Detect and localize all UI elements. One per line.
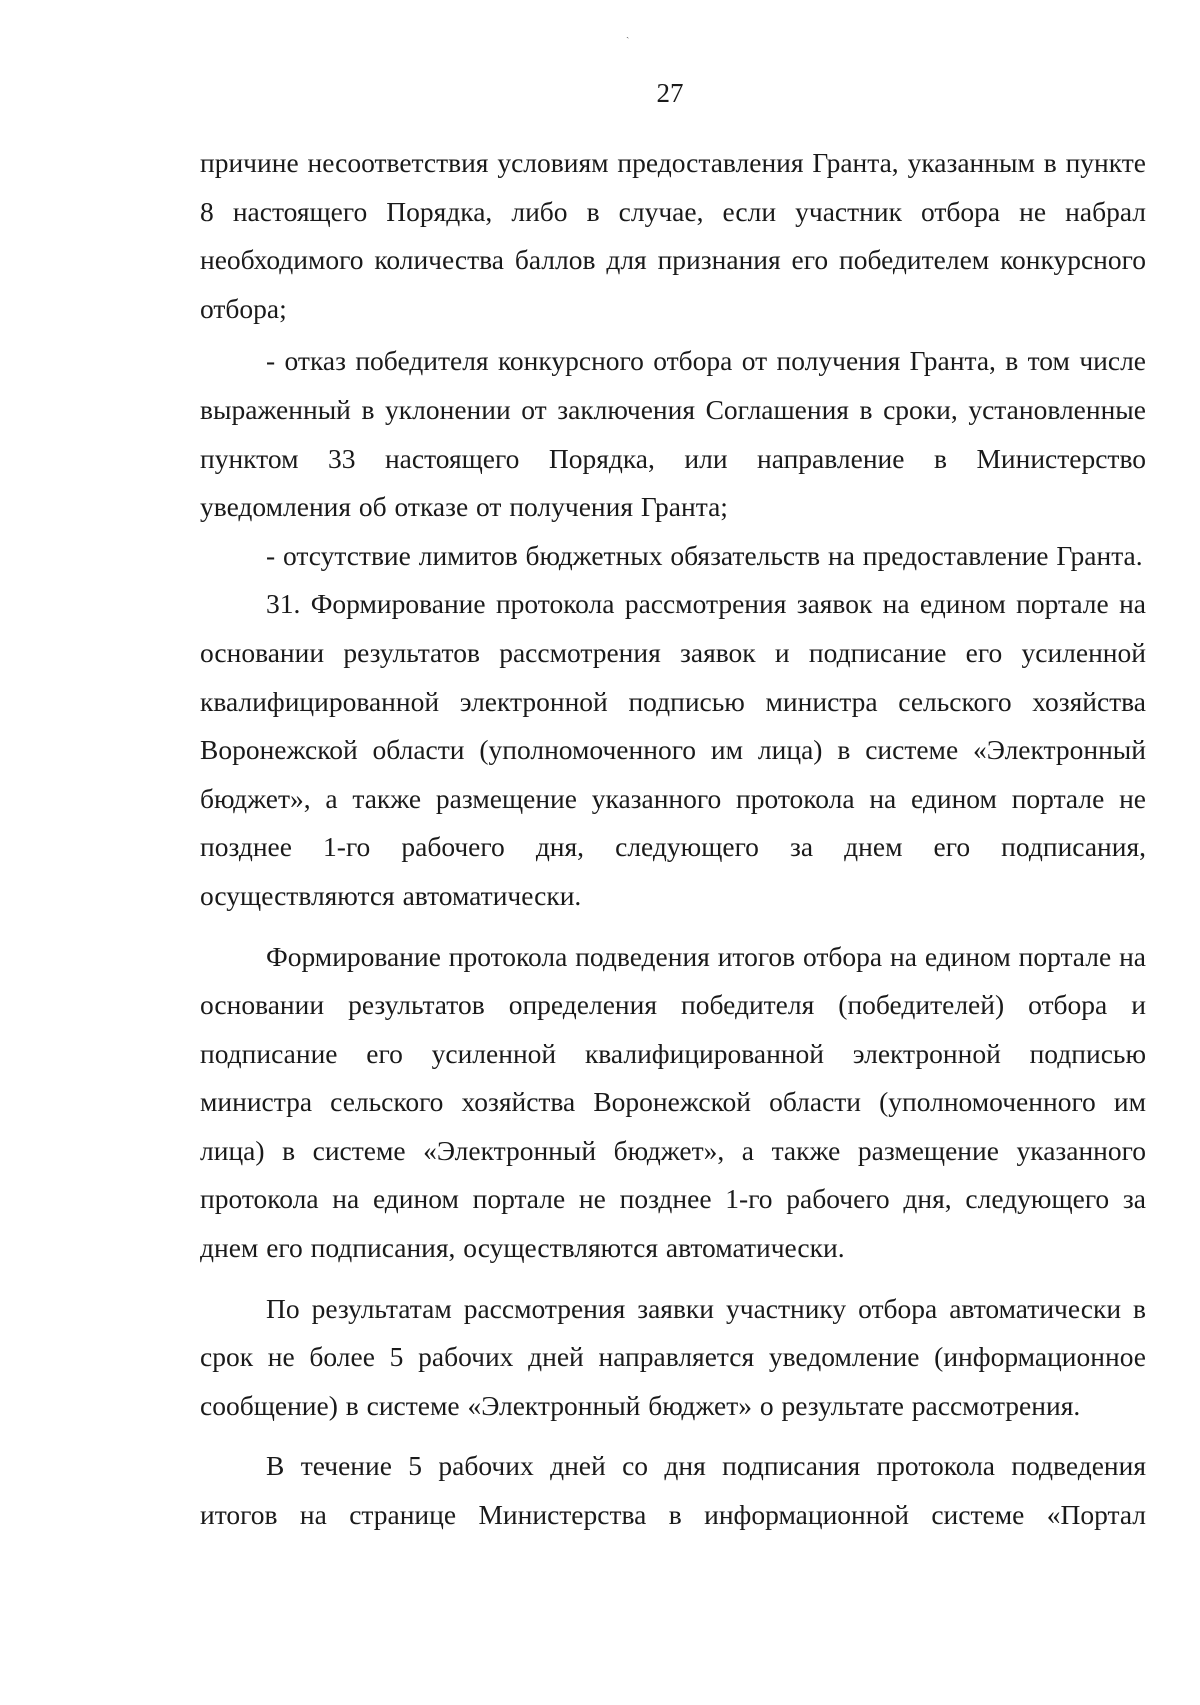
paragraph-continuation: причине несоответствия условиям предоставления Гранта, указанным в пункте 8 настоящего Порядка, либо в случае, если участник отбора не набрал необходимого количества баллов для признания его победителем конкурсного отбора;	[200, 147, 1146, 324]
paragraph-results-protocol: Формирование протокола подведения итогов отбора на едином портале на основании результатов определения победителя (победителей) отбора и подписание его усиленной квалифицированной электронной подписью министра сельского хозяйства Воронежской области (уполномоченного им лица) в системе «Электронный бюджет», а также размещение указанного протокола на едином портале не позднее 1-го рабочего дня, следующего за днем его подписания, осуществляются автоматически.	[200, 940, 1146, 1264]
page-number: 27	[656, 78, 684, 108]
document-body	[200, 139, 1146, 1540]
scan-mark: ˎ	[626, 28, 630, 39]
paragraph-item-31: 31. Формирование протокола рассмотрения заявок на едином портале на основании результатов рассмотрения заявок и подписание его усиленной квалифицированной электронной подписью министра сельского хозяйства Воронежской области (уполномоченного им лица) в системе «Электронный бюджет», а также размещение указанного протокола на едином портале не позднее 1-го рабочего дня, следующего за днем его подписания, осуществляются автоматически.	[200, 588, 1146, 911]
paragraph-publication: В течение 5 рабочих дней со дня подписания протокола подведения итогов на странице Министерства в информационной системе «Портал	[200, 1450, 1146, 1531]
paragraph-refusal: - отказ победителя конкурсного отбора от получения Гранта, в том числе выраженный в уклонении от заключения Соглашения в сроки, установленные пунктом 33 настоящего Порядка, или направление в Министерство уведомления об отказе от получения Гранта;	[200, 345, 1146, 523]
paragraph-notification: По результатам рассмотрения заявки участнику отбора автоматически в срок не более 5 рабочих дней направляется уведомление (информационное сообщение) в системе «Электронный бюджет» о результате рассмотрения.	[200, 1292, 1146, 1421]
paragraph-limits: - отсутствие лимитов бюджетных обязательств на предоставление Гранта.	[266, 539, 1143, 571]
